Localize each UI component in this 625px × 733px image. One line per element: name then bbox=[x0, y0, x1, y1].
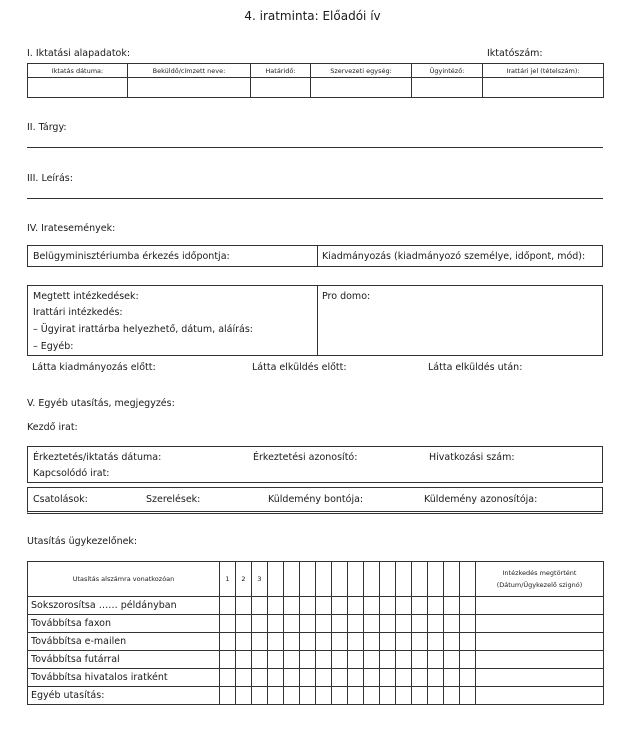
instruction-checkbox-cell[interactable] bbox=[316, 633, 332, 651]
instruction-checkbox-cell[interactable] bbox=[252, 597, 268, 615]
instruction-checkbox-cell[interactable] bbox=[252, 615, 268, 633]
instructions-header-last-line2: (Dátum/Ügykezelő szignó) bbox=[496, 581, 583, 589]
instruction-checkbox-cell[interactable] bbox=[268, 615, 284, 633]
instruction-checkbox-cell[interactable] bbox=[220, 669, 236, 687]
instruction-checkbox-cell[interactable] bbox=[380, 597, 396, 615]
instruction-checkbox-cell[interactable] bbox=[220, 651, 236, 669]
instruction-checkbox-cell[interactable] bbox=[252, 633, 268, 651]
instruction-checkbox-cell[interactable] bbox=[332, 669, 348, 687]
instruction-label: Továbbítsa hivatalos iratként bbox=[28, 669, 220, 687]
instruction-checkbox-cell[interactable] bbox=[460, 651, 476, 669]
instruction-checkbox-cell[interactable] bbox=[348, 669, 364, 687]
registration-header-row bbox=[28, 64, 604, 78]
section-4-label: IV. Iratesemények: bbox=[27, 223, 116, 234]
col-irattari-jel: Irattári jel (tételszám): bbox=[483, 64, 604, 78]
instruction-checkbox-cell[interactable] bbox=[428, 687, 444, 705]
arrival-divider bbox=[317, 246, 318, 266]
instruction-label: Egyéb utasítás: bbox=[28, 687, 220, 705]
subnumber-cell bbox=[268, 562, 284, 597]
arrival-box bbox=[27, 245, 603, 267]
instruction-done-cell[interactable] bbox=[476, 597, 604, 615]
incoming-doc-box bbox=[27, 446, 603, 483]
instruction-checkbox-cell[interactable] bbox=[396, 669, 412, 687]
instruction-checkbox-cell[interactable] bbox=[268, 651, 284, 669]
targy-line[interactable] bbox=[27, 147, 603, 148]
instruction-checkbox-cell[interactable] bbox=[220, 615, 236, 633]
instruction-checkbox-cell[interactable] bbox=[412, 651, 428, 669]
instruction-checkbox-cell[interactable] bbox=[428, 597, 444, 615]
instruction-done-cell[interactable] bbox=[476, 615, 604, 633]
instruction-checkbox-cell[interactable] bbox=[348, 615, 364, 633]
instructions-header-first: Utasítás alszámra vonatkozóan bbox=[28, 562, 220, 597]
subnumber-cell bbox=[444, 562, 460, 597]
instruction-checkbox-cell[interactable] bbox=[316, 651, 332, 669]
field-szervezeti-egyseg[interactable] bbox=[311, 78, 412, 98]
instruction-checkbox-cell[interactable] bbox=[332, 651, 348, 669]
col-ugyintezo: Ügyintéző: bbox=[412, 64, 483, 78]
instruction-checkbox-cell[interactable] bbox=[380, 615, 396, 633]
instruction-checkbox-cell[interactable] bbox=[396, 615, 412, 633]
instruction-checkbox-cell[interactable] bbox=[316, 597, 332, 615]
instruction-checkbox-cell[interactable] bbox=[348, 633, 364, 651]
subnumber-cell bbox=[364, 562, 380, 597]
instruction-checkbox-cell[interactable] bbox=[428, 615, 444, 633]
measures-line-3: – Ügyirat irattárba helyezhető, dátum, aláírás: bbox=[33, 324, 253, 335]
field-ugyintezo[interactable] bbox=[412, 78, 483, 98]
instruction-checkbox-cell[interactable] bbox=[412, 615, 428, 633]
instructions-header-last-line1: Intézkedés megtörtént bbox=[502, 569, 577, 577]
kuldemeny-azonositoja-label: Küldemény azonosítója: bbox=[424, 494, 538, 505]
kiadmanyozas-label: Kiadmányozás (kiadmányozó személye, időpont, mód): bbox=[322, 251, 586, 262]
seen-before-sending: Látta elküldés előtt: bbox=[252, 362, 347, 373]
measures-divider bbox=[317, 286, 318, 355]
section-2-label: II. Tárgy: bbox=[27, 122, 67, 133]
field-iktatas-datuma[interactable] bbox=[28, 78, 128, 98]
instruction-checkbox-cell[interactable] bbox=[268, 669, 284, 687]
instruction-checkbox-cell[interactable] bbox=[284, 597, 300, 615]
instruction-row bbox=[28, 597, 604, 615]
instruction-done-cell[interactable] bbox=[476, 687, 604, 705]
measures-line-2: Irattári intézkedés: bbox=[33, 307, 123, 318]
leiras-line[interactable] bbox=[27, 198, 603, 199]
instruction-checkbox-cell[interactable] bbox=[236, 597, 252, 615]
instruction-checkbox-cell[interactable] bbox=[380, 669, 396, 687]
instruction-row bbox=[28, 633, 604, 651]
erkeztetesi-azonosito-label: Érkeztetési azonosító: bbox=[253, 452, 358, 463]
instruction-label: Továbbítsa e-mailen bbox=[28, 633, 220, 651]
kapcsolodo-irat-label: Kapcsolódó irat: bbox=[33, 468, 110, 479]
instruction-checkbox-cell[interactable] bbox=[396, 633, 412, 651]
hivatkozasi-szam-label: Hivatkozási szám: bbox=[429, 452, 515, 463]
field-hatarido[interactable] bbox=[251, 78, 311, 98]
kuldemeny-bontoja-label: Küldemény bontója: bbox=[268, 494, 364, 505]
instruction-row bbox=[28, 669, 604, 687]
instructions-label: Utasítás ügykezelőnek: bbox=[27, 536, 138, 547]
measures-line-1: Megtett intézkedések: bbox=[33, 291, 139, 302]
instruction-checkbox-cell[interactable] bbox=[364, 669, 380, 687]
instruction-checkbox-cell[interactable] bbox=[460, 633, 476, 651]
instructions-table bbox=[27, 561, 604, 705]
instruction-checkbox-cell[interactable] bbox=[364, 633, 380, 651]
arrival-label: Belügyminisztériumba érkezés időpontja: bbox=[33, 251, 230, 262]
instruction-checkbox-cell[interactable] bbox=[300, 651, 316, 669]
instruction-checkbox-cell[interactable] bbox=[444, 615, 460, 633]
seen-after-sending: Látta elküldés után: bbox=[428, 362, 523, 373]
instruction-checkbox-cell[interactable] bbox=[332, 597, 348, 615]
kezdo-irat-label: Kezdő irat: bbox=[27, 422, 78, 433]
szerelesek-label: Szerelések: bbox=[146, 494, 201, 505]
instruction-checkbox-cell[interactable] bbox=[332, 615, 348, 633]
instruction-checkbox-cell[interactable] bbox=[444, 651, 460, 669]
instruction-checkbox-cell[interactable] bbox=[428, 633, 444, 651]
instruction-checkbox-cell[interactable] bbox=[364, 651, 380, 669]
instruction-checkbox-cell[interactable] bbox=[412, 669, 428, 687]
instruction-checkbox-cell[interactable] bbox=[284, 633, 300, 651]
instruction-label: Sokszorosítsa …… példányban bbox=[28, 597, 220, 615]
subnumber-cell bbox=[348, 562, 364, 597]
instruction-checkbox-cell[interactable] bbox=[396, 687, 412, 705]
instruction-checkbox-cell[interactable] bbox=[220, 687, 236, 705]
instruction-checkbox-cell[interactable] bbox=[332, 687, 348, 705]
instruction-checkbox-cell[interactable] bbox=[316, 687, 332, 705]
pro-domo-label: Pro domo: bbox=[322, 291, 371, 302]
seen-before-kiadmanyozas: Látta kiadmányozás előtt: bbox=[32, 362, 156, 373]
instruction-checkbox-cell[interactable] bbox=[300, 669, 316, 687]
instruction-row bbox=[28, 615, 604, 633]
instruction-checkbox-cell[interactable] bbox=[348, 597, 364, 615]
instruction-checkbox-cell[interactable] bbox=[428, 669, 444, 687]
instruction-checkbox-cell[interactable] bbox=[316, 669, 332, 687]
subnumber-cell bbox=[316, 562, 332, 597]
field-irattari-jel[interactable] bbox=[483, 78, 604, 98]
instruction-checkbox-cell[interactable] bbox=[300, 633, 316, 651]
instruction-checkbox-cell[interactable] bbox=[444, 597, 460, 615]
instruction-checkbox-cell[interactable] bbox=[380, 687, 396, 705]
instruction-checkbox-cell[interactable] bbox=[412, 633, 428, 651]
instruction-checkbox-cell[interactable] bbox=[316, 615, 332, 633]
section-1-label: I. Iktatási alapadatok: bbox=[27, 48, 131, 59]
instruction-checkbox-cell[interactable] bbox=[300, 615, 316, 633]
instruction-checkbox-cell[interactable] bbox=[252, 651, 268, 669]
instruction-checkbox-cell[interactable] bbox=[380, 651, 396, 669]
instruction-checkbox-cell[interactable] bbox=[220, 597, 236, 615]
registration-table bbox=[27, 63, 604, 98]
subnumber-1: 1 bbox=[220, 562, 236, 597]
instruction-checkbox-cell[interactable] bbox=[444, 669, 460, 687]
instruction-checkbox-cell[interactable] bbox=[364, 687, 380, 705]
erkeztetes-datuma-label: Érkeztetés/iktatás dátuma: bbox=[33, 452, 162, 463]
instruction-checkbox-cell[interactable] bbox=[444, 633, 460, 651]
instruction-checkbox-cell[interactable] bbox=[460, 597, 476, 615]
instruction-checkbox-cell[interactable] bbox=[252, 687, 268, 705]
section-5-label: V. Egyéb utasítás, megjegyzés: bbox=[27, 398, 175, 409]
instruction-checkbox-cell[interactable] bbox=[284, 615, 300, 633]
instruction-checkbox-cell[interactable] bbox=[364, 615, 380, 633]
subnumber-cell bbox=[412, 562, 428, 597]
subnumber-3: 3 bbox=[252, 562, 268, 597]
measures-box bbox=[27, 285, 603, 356]
col-bekuldo-neve: Beküldő/címzett neve: bbox=[128, 64, 251, 78]
instruction-checkbox-cell[interactable] bbox=[412, 687, 428, 705]
instructions-header-last bbox=[476, 562, 604, 597]
instruction-checkbox-cell[interactable] bbox=[428, 651, 444, 669]
instruction-checkbox-cell[interactable] bbox=[268, 633, 284, 651]
instruction-checkbox-cell[interactable] bbox=[412, 597, 428, 615]
subnumber-cell bbox=[428, 562, 444, 597]
instruction-checkbox-cell[interactable] bbox=[236, 669, 252, 687]
subnumber-cell bbox=[460, 562, 476, 597]
registration-value-row bbox=[28, 78, 604, 98]
instruction-checkbox-cell[interactable] bbox=[348, 651, 364, 669]
instruction-checkbox-cell[interactable] bbox=[268, 687, 284, 705]
subnumber-cell bbox=[300, 562, 316, 597]
instruction-checkbox-cell[interactable] bbox=[236, 615, 252, 633]
subnumber-cell bbox=[380, 562, 396, 597]
instruction-checkbox-cell[interactable] bbox=[236, 687, 252, 705]
instruction-checkbox-cell[interactable] bbox=[236, 651, 252, 669]
csatolasok-label: Csatolások: bbox=[33, 494, 88, 505]
instruction-checkbox-cell[interactable] bbox=[380, 633, 396, 651]
document-title: 4. iratminta: Előadói ív bbox=[244, 9, 381, 23]
col-iktatas-datuma: Iktatás dátuma: bbox=[28, 64, 128, 78]
attachments-box bbox=[27, 487, 603, 514]
instruction-checkbox-cell[interactable] bbox=[396, 651, 412, 669]
instruction-checkbox-cell[interactable] bbox=[268, 597, 284, 615]
instruction-checkbox-cell[interactable] bbox=[348, 687, 364, 705]
instruction-done-cell[interactable] bbox=[476, 669, 604, 687]
measures-line-4: – Egyéb: bbox=[33, 341, 74, 352]
instruction-row bbox=[28, 651, 604, 669]
instruction-checkbox-cell[interactable] bbox=[300, 597, 316, 615]
iktatoszam-label: Iktatószám: bbox=[487, 48, 543, 59]
field-bekuldo-neve[interactable] bbox=[128, 78, 251, 98]
instruction-checkbox-cell[interactable] bbox=[396, 597, 412, 615]
instruction-row bbox=[28, 687, 604, 705]
instruction-checkbox-cell[interactable] bbox=[284, 651, 300, 669]
instruction-checkbox-cell[interactable] bbox=[332, 633, 348, 651]
instruction-done-cell[interactable] bbox=[476, 633, 604, 651]
section-3-label: III. Leírás: bbox=[27, 173, 73, 184]
instruction-checkbox-cell[interactable] bbox=[252, 669, 268, 687]
instruction-checkbox-cell[interactable] bbox=[460, 687, 476, 705]
subnumber-cell bbox=[332, 562, 348, 597]
instruction-checkbox-cell[interactable] bbox=[220, 633, 236, 651]
instruction-checkbox-cell[interactable] bbox=[236, 633, 252, 651]
instruction-label: Továbbítsa faxon bbox=[28, 615, 220, 633]
subnumber-cell bbox=[396, 562, 412, 597]
col-hatarido: Határidő: bbox=[251, 64, 311, 78]
instruction-checkbox-cell[interactable] bbox=[460, 669, 476, 687]
instruction-label: Továbbítsa futárral bbox=[28, 651, 220, 669]
subnumber-2: 2 bbox=[236, 562, 252, 597]
instruction-checkbox-cell[interactable] bbox=[300, 687, 316, 705]
instruction-checkbox-cell[interactable] bbox=[364, 597, 380, 615]
subnumber-cell bbox=[284, 562, 300, 597]
instruction-checkbox-cell[interactable] bbox=[284, 669, 300, 687]
instruction-checkbox-cell[interactable] bbox=[284, 687, 300, 705]
col-szervezeti-egyseg: Szervezeti egység: bbox=[311, 64, 412, 78]
instructions-header-row bbox=[28, 562, 604, 597]
instruction-done-cell[interactable] bbox=[476, 651, 604, 669]
instruction-checkbox-cell[interactable] bbox=[460, 615, 476, 633]
instruction-checkbox-cell[interactable] bbox=[444, 687, 460, 705]
